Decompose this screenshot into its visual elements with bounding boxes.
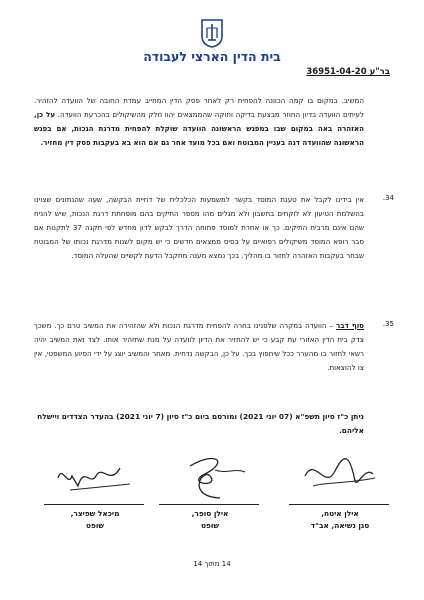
page-number-footer: 14 מתוך 14 bbox=[193, 560, 231, 568]
judge-name: מיכאל שפיצר, bbox=[70, 509, 120, 518]
signature-right-icon bbox=[295, 446, 385, 501]
signature-middle-icon bbox=[165, 446, 255, 506]
intro-bold-text: על כן, האזהרה באה במקום שבו במפגש הראשונה הוועדה שוקלת להפחית מדרגת הנכות, אם בפגש הראשונה שהוועדה דנה בעניין המבוטח ואם בכל מועד אחר גם אם הוא בא בעקבות פסק דין מחזיר. bbox=[34, 109, 364, 147]
case-number-value: 36951-04-20 bbox=[306, 67, 367, 77]
signature-block-right bbox=[285, 438, 395, 538]
paragraph-34: אין בידינו לקבל את טענת המוסד בקשר למשמעות הכלכלית של דחיית הבקשה, שעה שהנתונים שצוינו בהשלמת הטיעון לא לוקחים בחשבון ולא מגלים מהו מספר התיקים בהם מופחתת דרגת הנכות, שיש להניח שהם אינם מרבית התיקים. כך או אחרת למוסד פתוחה הדרך לבקש לדון מחדש לפי תקנה 37 לתקנות אם סבר רופא המוסד משיקולים רפואיים על בסיס ממצאים חדשים כי יש מקום לשנות מדרגת נכותו של המבוטח שבחר בעקבות האזהרה לחזור בו מהליך. בכך נמצא מענה מתקבל הדעת לקשיים שהעלה המוסד. bbox=[34, 195, 364, 260]
judge-name-middle bbox=[155, 508, 265, 532]
state-emblem-icon bbox=[200, 18, 224, 48]
signature-block-left bbox=[40, 438, 150, 538]
judge-title: סגן נשיאה, אב"ד bbox=[310, 521, 370, 530]
signature-block-middle bbox=[155, 438, 265, 538]
paragraph-number-35: 35. bbox=[382, 319, 394, 328]
judge-title: שופט bbox=[85, 521, 105, 530]
signature-left-icon bbox=[50, 446, 140, 501]
paragraph-35-text: – הוועדה במקרה שלפנינו בחרה להפחית מדרגת הנכות ולא שהזהירה את המשיב טרם כך. משכך צדק בית הדין האזורי עת קבע כי יש להחזיר את הדיון לוועדה על מנת שתזהיר אותו. לצד זאת המשיב יהיה רשאי לחזור בו מהערר ככל שיחפוץ בכך. על כן, הבקשה נדחית. מאחר והמשיב יוצג על ידי הסיוע המשפטי, אין צו להוצאות. bbox=[34, 321, 364, 372]
judge-name-right bbox=[285, 508, 395, 532]
signature-line bbox=[289, 504, 389, 505]
case-prefix: בר"ע bbox=[369, 67, 390, 77]
signature-line bbox=[44, 504, 144, 505]
judge-title: שופט bbox=[200, 521, 220, 530]
given-statement: ניתן כ"ז סיון תשפ"א (07 יוני 2021) ומורסם ביום כ"ז סיון (7 יוני 2021) בהעדר הצדדים ויישלח אליהם. bbox=[37, 412, 364, 435]
judge-name: אילן סופר, bbox=[191, 509, 229, 518]
judge-name-left bbox=[40, 508, 150, 532]
signature-line bbox=[159, 504, 259, 505]
paragraph-35 bbox=[34, 319, 364, 375]
case-number bbox=[306, 67, 390, 77]
paragraph-number-34: 34. bbox=[382, 193, 394, 202]
intro-paragraph bbox=[34, 94, 364, 150]
judge-name: אילן איטח, bbox=[321, 509, 359, 518]
court-title: בית הדין הארצי לעבודה bbox=[143, 49, 281, 64]
paragraph-35-lead: סוף דבר bbox=[336, 321, 364, 330]
intro-text: המשיב. במקום בו קמה הכוונה להפחית רק לאחר פסק הדין המחייב עמדת החובה של הוועדה להזהיר. לעיתים הוועדה בדיון החוזר מבצעת בדיקה וחוקה שהממצאים יהוו חלק מהשיקולים בהכרעת הוועדה. bbox=[34, 96, 364, 119]
